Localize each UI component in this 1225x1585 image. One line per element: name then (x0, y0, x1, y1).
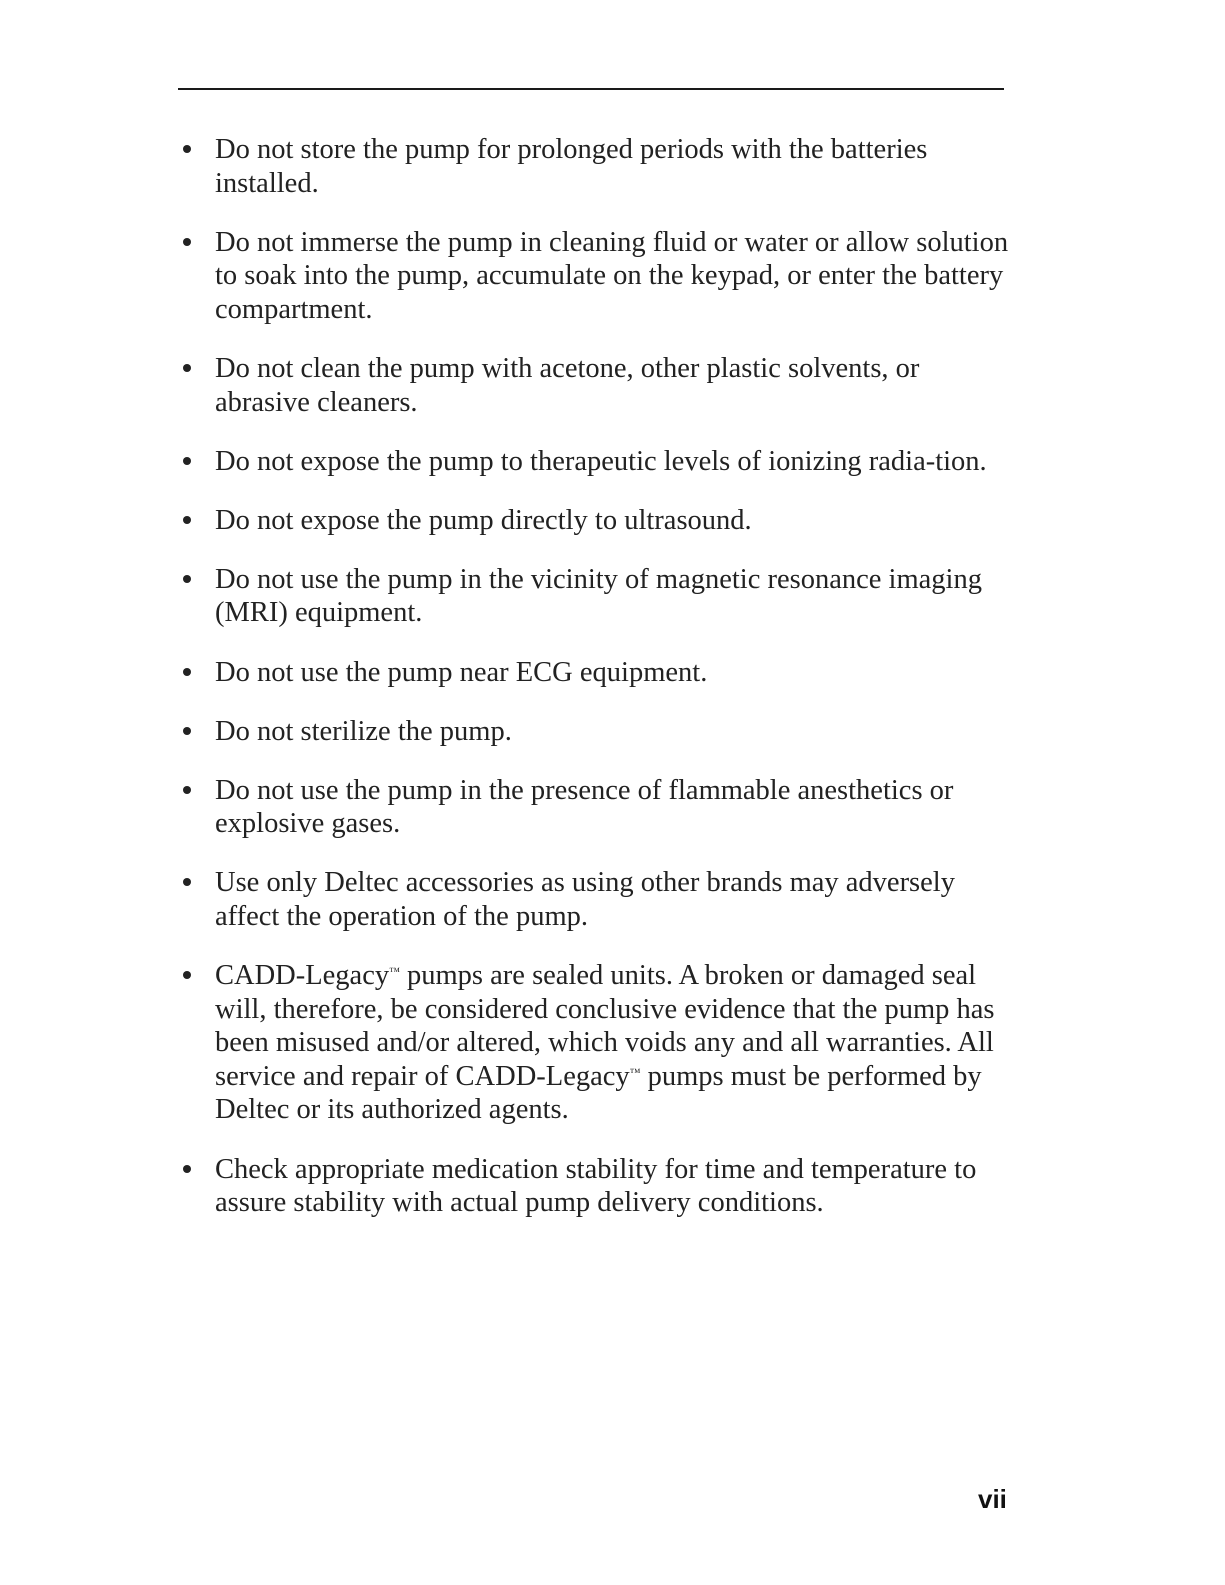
list-item (180, 226, 1015, 327)
bullet-icon (183, 516, 191, 524)
list-item (180, 563, 1015, 630)
bullet-icon (183, 668, 191, 676)
bullet-icon (183, 575, 191, 583)
list-item (180, 1153, 1015, 1220)
list-item (180, 656, 1015, 690)
list-item-text: Do not use the pump in the vicinity of magnetic resonance imaging (MRI) equipment. (215, 563, 982, 629)
warnings-list (180, 133, 1015, 1245)
bullet-icon (183, 786, 191, 794)
list-item-text: Use only Deltec accessories as using other brands may adversely affect the operation of the pump. (215, 867, 955, 932)
bullet-icon (183, 145, 191, 153)
list-item-text: pumps are sealed units. A broken or damaged seal will, therefore, be considered conclusive evidence that the pump has been misused and/or altered, which voids any and all warranties. All service and repair of (215, 960, 995, 1092)
bullet-icon (183, 364, 191, 372)
list-item (180, 504, 1015, 538)
bullet-icon (183, 971, 191, 979)
list-item-text: Do not clean the pump with acetone, other plastic solvents, or abrasive cleaners. (215, 352, 920, 418)
brand-name: CADD-Legacy (215, 960, 390, 992)
list-item (180, 445, 1015, 479)
list-item-text: Do not sterilize the pump. (215, 715, 512, 747)
list-item-text: Do not store the pump for prolonged periods with the batteries installed. (215, 134, 928, 199)
list-item-text: Do not use the pump near ECG equipment. (215, 656, 708, 688)
list-item (180, 715, 1015, 749)
list-item (180, 959, 1015, 1127)
list-item-text: pumps must be performed by Deltec or its authorized agents. (215, 1060, 982, 1126)
brand-name: CADD-Legacy (455, 1060, 630, 1092)
list-item (180, 352, 1015, 419)
list-item-text: Do not expose the pump directly to ultrasound. (215, 504, 752, 536)
list-item (180, 133, 1015, 200)
list-item (180, 774, 1015, 841)
bullet-icon (183, 727, 191, 735)
header-rule (178, 88, 1004, 90)
list-item (180, 866, 1015, 933)
trademark-symbol: ™ (389, 966, 400, 979)
list-item-text: Do not use the pump in the presence of flammable anesthetics or explosive gases. (215, 774, 954, 840)
bullet-icon (183, 878, 191, 886)
trademark-symbol: ™ (629, 1066, 641, 1079)
list-item-text: Do not immerse the pump in cleaning fluid or water or allow solution to soak into the pump, accumulate on the keypad, or enter the battery compartment. (215, 226, 1009, 325)
bullet-icon (183, 1165, 191, 1173)
bullet-icon (183, 238, 191, 246)
list-item-text: Do not expose the pump to therapeutic levels of ionizing radia-tion. (215, 445, 987, 477)
list-item-text: Check appropriate medication stability for time and temperature to assure stability with actual pump delivery conditions. (215, 1153, 977, 1219)
bullet-icon (183, 457, 191, 465)
page-number: vii (978, 1484, 1007, 1514)
